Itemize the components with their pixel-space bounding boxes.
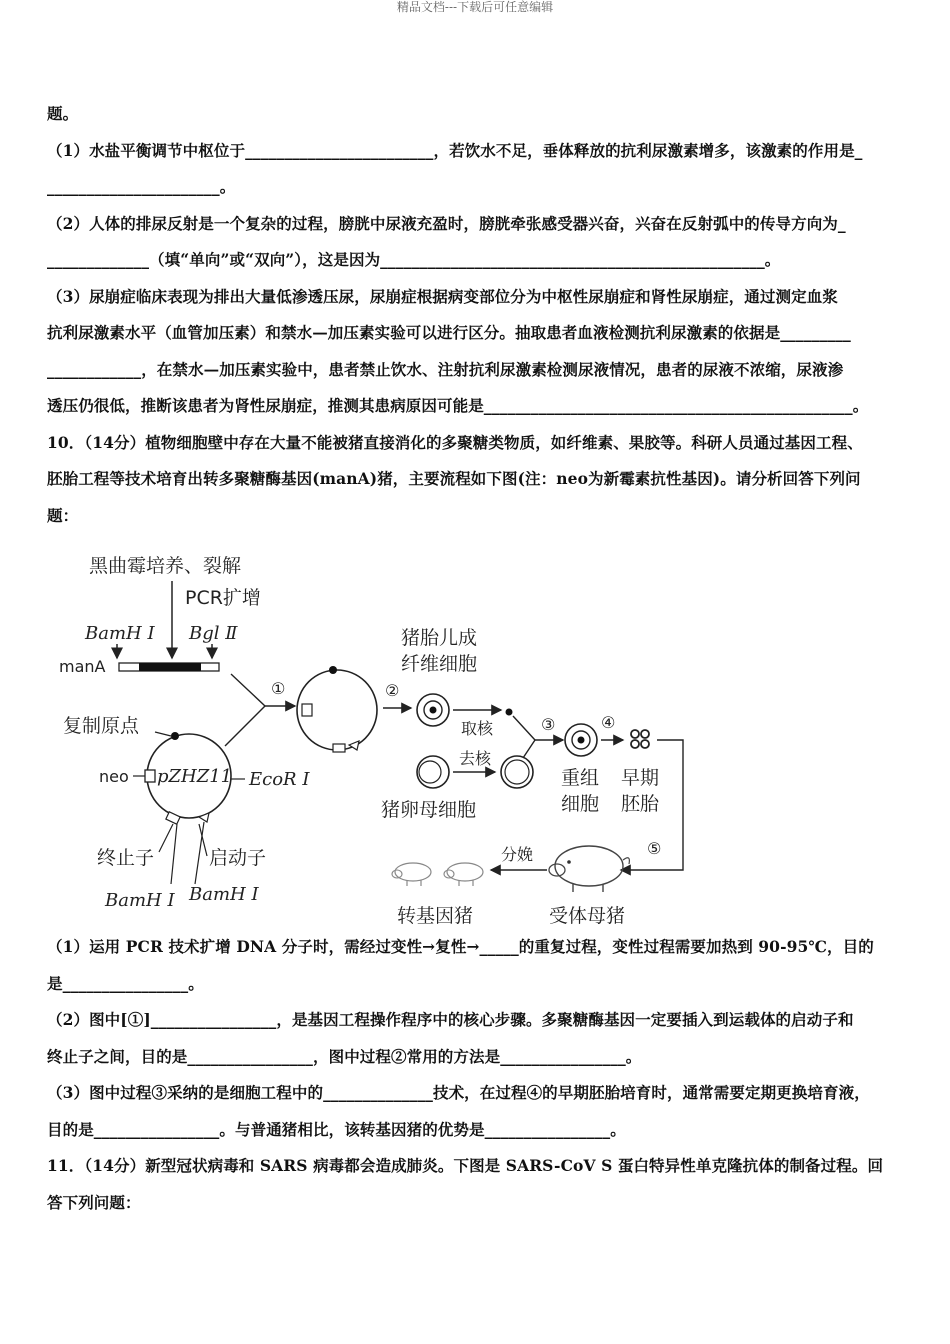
step1-label: ①: [271, 679, 286, 698]
embryo-label-1: 早期: [621, 767, 660, 789]
step3-label: ③: [541, 715, 556, 734]
text-line: （1）运用 PCR 技术扩增 DNA 分子时，需经过变性→复性→_____的重复过程，变性过程需要加热到 90-95℃，目的: [47, 937, 874, 956]
bgl2-label: Bgl Ⅱ: [189, 623, 238, 644]
step5-label: ⑤: [647, 839, 662, 858]
terminator-label: 终止子: [97, 847, 155, 869]
donor-nucleus: [506, 709, 513, 716]
ori-label: 复制原点: [63, 715, 140, 737]
step2-label: ②: [385, 681, 400, 700]
text-line: 透压仍很低，推断该患者为肾性尿崩症，推测其患病原因可能是_______________________________________________。: [47, 396, 869, 415]
document-body: [47, 96, 919, 1221]
transgenic-label: 转基因猪: [397, 905, 474, 927]
recipient-label: 受体母猪: [549, 905, 626, 927]
pcr-label: PCR扩增: [185, 587, 261, 609]
source-label: 黑曲霉培养、裂解: [89, 555, 242, 577]
oocyte-label: 猪卵母细胞: [381, 799, 477, 821]
text-line: 抗利尿激素水平（血管加压素）和禁水—加压素实验可以进行区分。抽取患者血液检测抗利尿激素的依据是_________: [47, 323, 851, 342]
plasmid-label: pZHZ11: [157, 766, 233, 787]
mana-coding-region: [139, 663, 201, 671]
bamh1-b-label: BamH Ⅰ: [189, 884, 259, 905]
bamh1-a-label: BamH Ⅰ: [105, 890, 175, 911]
text-line: 答下列问题：: [47, 1192, 141, 1212]
early-embryo-icon: [631, 730, 649, 748]
text-line: 是________________。: [47, 973, 204, 993]
recombinant-label-2: 细胞: [561, 793, 600, 815]
birth-label: 分娩: [501, 845, 534, 864]
recombinant-label-1: 重组: [561, 767, 600, 789]
terminator-box: [166, 812, 180, 824]
take-nucleus-label: 取核: [461, 719, 494, 738]
text-line: ______________________。: [47, 177, 236, 196]
text-line: 终止子之间，目的是________________，图中过程②常用的方法是________________。: [47, 1046, 642, 1066]
text-line: （1）水盐平衡调节中枢位于________________________，若饮水不足，垂体释放的抗利尿激素增多，该激素的作用是_: [47, 140, 863, 160]
remove-nucleus-label: 去核: [459, 749, 492, 768]
recipient-sow-icon: [549, 846, 629, 892]
ori-dot: [171, 732, 179, 740]
transgenic-pigs-icon: [392, 863, 483, 886]
ecor1-label: EcoR Ⅰ: [249, 769, 310, 790]
promoter-label: 启动子: [209, 847, 267, 869]
bamh1-label: BamH Ⅰ: [85, 623, 155, 644]
text-line: 胚胎工程等技术培育出转多聚糖酶基因(manA)猪，主要流程如下图(注：neo为新霉素抗性基因)。请分析回答下列问: [47, 469, 861, 488]
page-header: 精品文档---下载后可任意编辑: [396, 0, 554, 14]
fibro-label-2: 纤维细胞: [401, 653, 478, 675]
text-line: 题：: [47, 505, 79, 525]
text-line: （3）图中过程③采纳的是细胞工程中的______________技术，在过程④的早期胚胎培育时，通常需要定期更换培育液，: [47, 1083, 870, 1102]
embryo-label-2: 胚胎: [621, 793, 660, 815]
manA-transgenic-pig-diagram: [47, 534, 919, 929]
text-line: 题。: [47, 104, 79, 123]
text-line: 11．（14分）新型冠状病毒和 SARS 病毒都会造成肺炎。下图是 SARS-CoV S 蛋白特异性单克隆抗体的制备过程。回: [47, 1156, 884, 1175]
step4-label: ④: [601, 713, 616, 732]
enucleated-oocyte: [501, 756, 533, 788]
mana-label: manA: [59, 657, 106, 676]
text-line: 10．（14分）植物细胞壁中存在大量不能被猪直接消化的多聚糖类物质，如纤维素、果胶等。科研人员通过基因工程、: [47, 432, 863, 452]
neo-label: neo: [99, 767, 129, 786]
text-line: （2）图中[①]________________，是基因工程操作程序中的核心步骤。多聚糖酶基因一定要插入到运载体的启动子和: [47, 1010, 854, 1029]
fibro-label-1: 猪胎儿成: [401, 627, 478, 649]
text-line: （2）人体的排尿反射是一个复杂的过程，膀胱中尿液充盈时，膀胱牵张感受器兴奋，兴奋在反射弧中的传导方向为_: [47, 213, 846, 233]
text-line: 目的是________________。与普通猪相比，该转基因猪的优势是________________。: [47, 1119, 626, 1139]
text-line: _____________（填“单向”或“双向”），这是因为_________________________________________________。: [47, 250, 781, 269]
promoter-arrow: [199, 813, 209, 822]
text-line: （3）尿崩症临床表现为排出大量低渗透压尿，尿崩症根据病变部位分为中枢性尿崩症和肾性尿崩症，通过测定血浆: [47, 286, 838, 306]
neo-gene-box: [145, 770, 155, 782]
text-line: ____________，在禁水—加压素实验中，患者禁止饮水、注射抗利尿激素检测尿液情况，患者的尿液不浓缩，尿液渗: [47, 359, 844, 379]
